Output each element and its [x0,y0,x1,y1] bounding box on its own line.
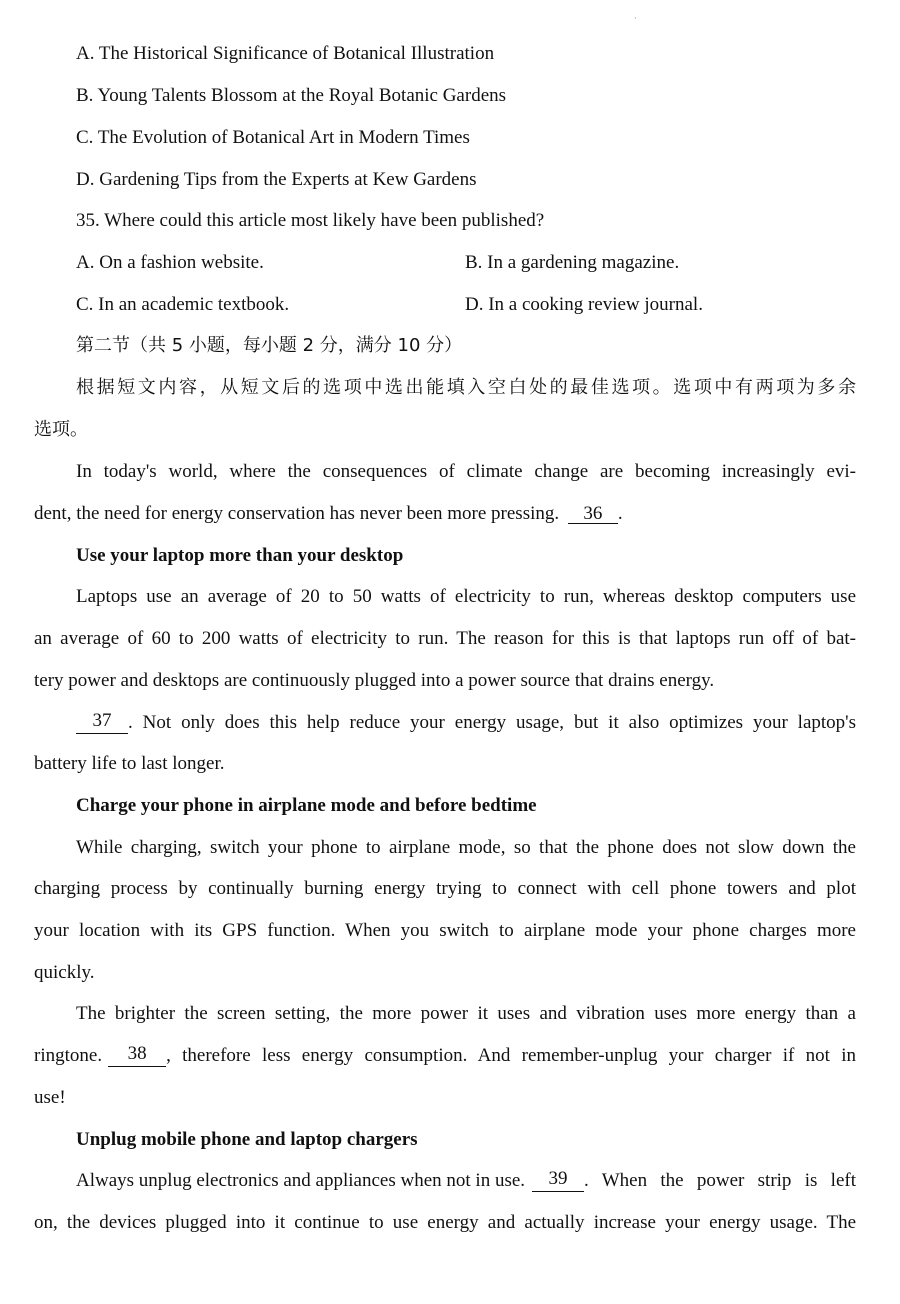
passage-p1-line2-end: . [617,503,623,524]
passage-p1-line2 [34,503,623,525]
passage-p5-line2-start: ringtone. [34,1045,103,1066]
q35-option-a: A. On a fashion website. [76,252,264,273]
passage-p6-line2: on, the devices plugged into it continue to use energy and actually increase your energy usage. The [34,1212,856,1233]
passage-p2-line3: tery power and desktops are continuously plugged into a power source that drains energy. [34,670,715,691]
passage-p5-line2 [34,1045,856,1067]
passage-p5-line3: use! [34,1087,66,1108]
passage-p4-line1: While charging, switch your phone to airplane mode, so that the phone does not slow down the [76,837,856,858]
page-speck: · [634,14,637,23]
passage-p6-line1-start: Always unplug electronics and appliances when not in use. [76,1170,526,1191]
q35-question: 35. Where could this article most likely have been published? [76,210,545,231]
passage-p3-line1-text: . Not only does this help reduce your energy usage, but it also optimizes your laptop's [128,712,856,733]
q34-option-c: C. The Evolution of Botanical Art in Modern Times [76,127,470,148]
section2-instruction-line1: 根据短文内容，从短文后的选项中选出能填入空白处的最佳选项。选项中有两项为多余 [76,377,856,398]
subheading-phone-charging: Charge your phone in airplane mode and before bedtime [76,795,537,816]
subheading-unplug-chargers: Unplug mobile phone and laptop chargers [76,1129,418,1150]
q35-option-d: D. In a cooking review journal. [465,294,703,315]
passage-p1-line2-text: dent, the need for energy conservation has never been more pressing. [34,503,560,524]
blank-39: 39 [532,1170,584,1192]
blank-38: 38 [108,1045,166,1067]
passage-p3-line1 [76,712,856,734]
passage-p4-line4: quickly. [34,962,95,983]
section2-heading: 第二节（共 5 小题，每小题 2 分，满分 10 分） [76,335,463,356]
blank-36: 36 [568,505,618,524]
q34-option-d: D. Gardening Tips from the Experts at Kew Gardens [76,169,477,190]
q34-option-a: A. The Historical Significance of Botanical Illustration [76,43,495,64]
subheading-laptop: Use your laptop more than your desktop [76,545,404,566]
section2-instruction-line2: 选项。 [34,419,88,440]
passage-p6-line1 [76,1170,856,1192]
passage-p1-line1: In today's world, where the consequences of climate change are becoming increasingly evi- [76,461,856,482]
passage-p4-line2: charging process by continually burning energy trying to connect with cell phone towers and plot [34,878,856,899]
q35-option-c: C. In an academic textbook. [76,294,290,315]
passage-p5-line1: The brighter the screen setting, the more power it uses and vibration uses more energy than a [76,1003,856,1024]
q34-option-b: B. Young Talents Blossom at the Royal Botanic Gardens [76,85,507,106]
q35-option-b: B. In a gardening magazine. [465,252,680,273]
passage-p6-line1-text: . When the power strip is left [584,1170,856,1191]
passage-p2-line1: Laptops use an average of 20 to 50 watts of electricity to run, whereas desktop computers use [76,586,856,607]
passage-p2-line2: an average of 60 to 200 watts of electricity to run. The reason for this is that laptops run off of bat- [34,628,856,649]
passage-p3-line2: battery life to last longer. [34,753,225,774]
passage-p4-line3: your location with its GPS function. When you switch to airplane mode your phone charges more [34,920,856,941]
blank-37: 37 [76,712,128,734]
passage-p5-line2-text: , therefore less energy consumption. And remember-unplug your charger if not in [166,1045,856,1066]
